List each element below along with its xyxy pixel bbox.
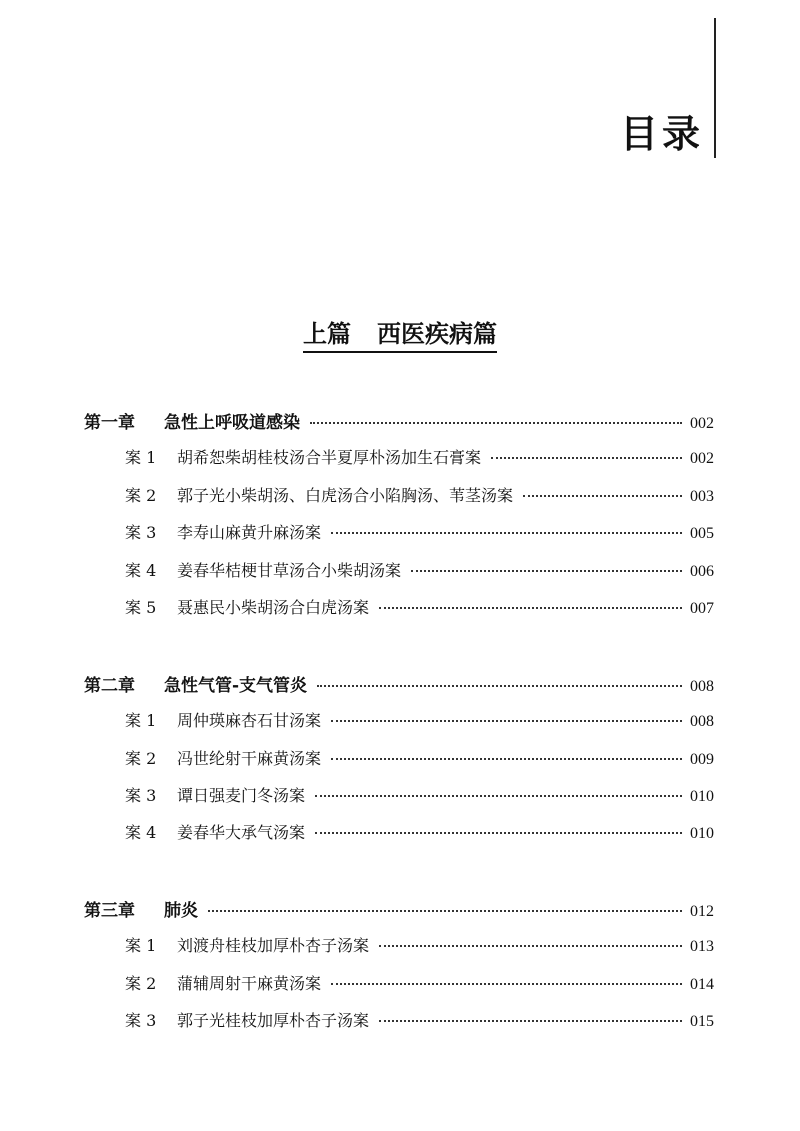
- page-number: 002: [690, 415, 714, 432]
- case-title: 姜春华桔梗甘草汤合小柴胡汤案: [177, 561, 402, 580]
- part-heading: [0, 314, 800, 353]
- case-title: 蒲辅周射干麻黄汤案: [177, 974, 322, 993]
- chapter-title: 急性上呼吸道感染: [164, 413, 300, 433]
- toc-case[interactable]: [125, 820, 714, 844]
- page-number: 002: [690, 450, 714, 467]
- chapter-title: 肺炎: [164, 901, 198, 921]
- case-title: 刘渡舟桂枝加厚朴杏子汤案: [177, 936, 370, 955]
- case-title: 冯世纶射干麻黄汤案: [177, 749, 322, 768]
- case-title: 聂惠民小柴胡汤合白虎汤案: [177, 598, 370, 617]
- dot-leader: [310, 422, 682, 424]
- chapter-label: 第一章: [84, 413, 135, 433]
- toc-chapter[interactable]: [84, 671, 714, 695]
- toc-case[interactable]: [125, 746, 714, 770]
- page-number: 008: [690, 713, 714, 730]
- case-title: 周仲瑛麻杏石甘汤案: [177, 711, 322, 730]
- part-label: 上篇: [303, 320, 351, 348]
- page-number: 005: [690, 525, 714, 542]
- case-title: 胡希恕柴胡桂枝汤合半夏厚朴汤加生石膏案: [177, 448, 482, 467]
- dot-leader: [379, 607, 682, 609]
- case-title: 郭子光小柴胡汤、白虎汤合小陷胸汤、苇茎汤案: [177, 486, 514, 505]
- toc-chapter[interactable]: [84, 896, 714, 920]
- toc-case[interactable]: [125, 558, 714, 582]
- case-label: 案 1: [125, 711, 157, 730]
- case-label: 案 1: [125, 448, 157, 467]
- dot-leader: [317, 685, 682, 687]
- case-label: 案 2: [125, 486, 157, 505]
- chapter-label: 第二章: [84, 676, 135, 696]
- page-number: 015: [690, 1013, 714, 1030]
- dot-leader: [331, 758, 682, 760]
- case-title: 郭子光桂枝加厚朴杏子汤案: [177, 1011, 370, 1030]
- toc-case[interactable]: [125, 483, 714, 507]
- dot-leader: [331, 720, 682, 722]
- case-label: 案 3: [125, 1011, 157, 1030]
- case-label: 案 2: [125, 974, 157, 993]
- case-label: 案 3: [125, 523, 157, 542]
- page-number: 009: [690, 751, 714, 768]
- dot-leader: [379, 1020, 682, 1022]
- toc-chapter[interactable]: [84, 408, 714, 432]
- case-title: 李寿山麻黄升麻汤案: [177, 523, 322, 542]
- page-number: 006: [690, 563, 714, 580]
- case-label: 案 2: [125, 749, 157, 768]
- dot-leader: [331, 532, 682, 534]
- chapter-label: 第三章: [84, 901, 135, 921]
- toc-case[interactable]: [125, 595, 714, 619]
- page-number: 003: [690, 488, 714, 505]
- dot-leader: [523, 495, 682, 497]
- dot-leader: [411, 570, 682, 572]
- part-name: 西医疾病篇: [377, 320, 497, 348]
- case-label: 案 3: [125, 786, 157, 805]
- case-label: 案 5: [125, 598, 157, 617]
- case-label: 案 1: [125, 936, 157, 955]
- toc-case[interactable]: [125, 1008, 714, 1032]
- page-number: 007: [690, 600, 714, 617]
- page-number: 012: [690, 903, 714, 920]
- toc-case[interactable]: [125, 971, 714, 995]
- case-label: 案 4: [125, 561, 157, 580]
- page-number: 010: [690, 825, 714, 842]
- toc-case[interactable]: [125, 708, 714, 732]
- case-label: 案 4: [125, 823, 157, 842]
- case-title: 姜春华大承气汤案: [177, 823, 306, 842]
- page-number: 014: [690, 976, 714, 993]
- dot-leader: [315, 832, 682, 834]
- dot-leader: [315, 795, 682, 797]
- toc-case[interactable]: [125, 783, 714, 807]
- dot-leader: [491, 457, 682, 459]
- dot-leader: [208, 910, 682, 912]
- dot-leader: [331, 983, 682, 985]
- case-title: 谭日强麦门冬汤案: [177, 786, 306, 805]
- toc-case[interactable]: [125, 520, 714, 544]
- page-number: 008: [690, 678, 714, 695]
- dot-leader: [379, 945, 682, 947]
- toc-case[interactable]: [125, 933, 714, 957]
- vertical-rule: [714, 18, 716, 158]
- toc-case[interactable]: [125, 445, 714, 469]
- page-number: 010: [690, 788, 714, 805]
- page-number: 013: [690, 938, 714, 955]
- chapter-title: 急性气管-支气管炎: [164, 676, 308, 696]
- page-title: 目录: [619, 112, 704, 156]
- part-heading-text: [303, 314, 497, 353]
